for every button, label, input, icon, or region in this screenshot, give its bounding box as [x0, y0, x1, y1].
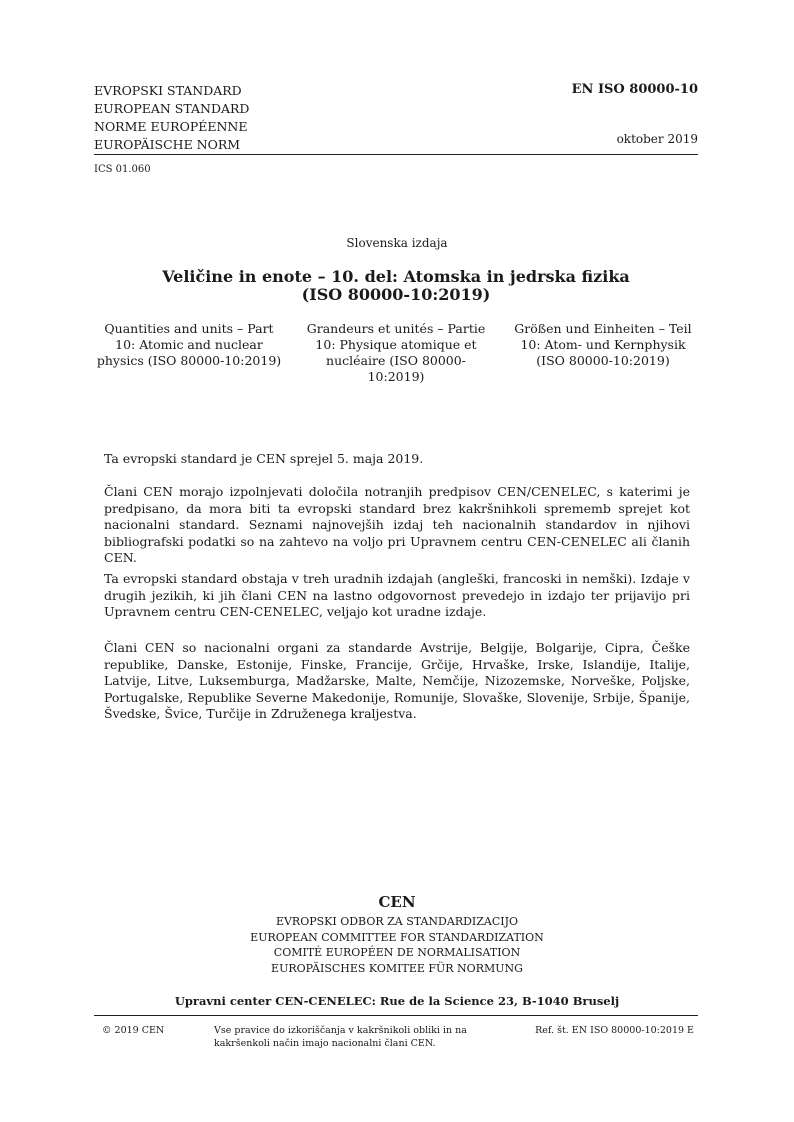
standard-number: EN ISO 80000-10	[571, 82, 698, 97]
cen-address: Upravni center CEN-CENELEC: Rue de la Science 23, B-1040 Bruselj	[174, 994, 620, 1008]
standard-type-names	[94, 82, 249, 154]
title-translation-en: Quantities and units – Part 10: Atomic and nuclear physics (ISO 80000-10:2019)	[96, 321, 282, 368]
document-title	[94, 268, 698, 304]
cen-name-en: EUROPEAN COMMITTEE FOR STANDARDIZATION	[250, 930, 544, 944]
footer-divider	[94, 1015, 698, 1016]
reference-number: Ref. št. EN ISO 80000-10:2019 E	[535, 1025, 694, 1036]
cen-name: CEN	[378, 893, 416, 911]
title-translations	[94, 321, 698, 385]
paragraph-members: Člani CEN so nacionalni organi za standarde Avstrije, Belgije, Bolgarije, Cipra, Češke republike, Danske, Estonije, Finske, Francije, Grčije, Hrvaške, Irske, Islandije, Italije, Latvije, Litve, Luksemburga, Madžarske, Malte, Nemčije, Nizozemske, Norveške, Poljske, Portugalske, Republike Severne Makedonije, Romunije, Slovaške, Slovenije, Srbije, Španije, Švedske, Švice, Turčije in Združenega kraljestva.	[104, 640, 690, 721]
cen-name-de: EUROPÄISCHES KOMITEE FÜR NORMUNG	[271, 961, 523, 975]
paragraph-adoption: Ta evropski standard je CEN sprejel 5. maja 2019.	[104, 451, 424, 466]
paragraph-official-versions: Ta evropski standard obstaja v treh uradnih izdajah (angleški, francoski in nemški). Izdaje v drugih jezikih, ki jih člani CEN na lastno odgovornost prevedejo in izdajo ter prijavijo pri Upravnem centru CEN-CENELEC, veljajo kot uradne izdaje.	[104, 571, 690, 619]
cen-name-fr: COMITÉ EUROPÉEN DE NORMALISATION	[273, 946, 521, 959]
title-translation-de: Größen und Einheiten – Teil 10: Atom- und Kernphysik (ISO 80000-10:2019)	[514, 321, 692, 368]
header-divider	[94, 154, 698, 155]
edition-label: Slovenska izdaja	[346, 236, 448, 250]
cen-block	[0, 893, 794, 976]
ics-code: ICS 01.060	[94, 164, 151, 175]
paragraph-obligations: Člani CEN morajo izpolnjevati določila notranjih predpisov CEN/CENELEC, s katerimi je predpisano, da mora biti ta evropski standard brez kakršnihkoli sprememb sprejet kot nacionalni standard. Seznami najnovejših izdaj teh nacionalnih standardov in njihovi bibliografski podatki so na zahtevo na voljo pri Upravnem centru CEN-CENELEC ali članih CEN.	[104, 484, 690, 565]
copyright: © 2019 CEN	[102, 1025, 165, 1036]
title-line-1: Veličine in enote – 10. del: Atomska in jedrska fizika	[162, 267, 630, 286]
rights-notice: Vse pravice do izkoriščanja v kakršnikoli obliki in na kakršenkoli način imajo nacionalni člani CEN.	[214, 1025, 467, 1049]
standard-name-fr: NORME EUROPÉENNE	[94, 119, 248, 134]
standard-name-sl: EVROPSKI STANDARD	[94, 83, 242, 98]
title-line-2: (ISO 80000-10:2019)	[301, 285, 491, 304]
standard-name-de: EUROPÄISCHE NORM	[94, 137, 241, 152]
title-translation-fr: Grandeurs et unités – Partie 10: Physique atomique et nucléaire (ISO 80000-10:2019)	[306, 321, 486, 384]
publication-date: oktober 2019	[616, 132, 698, 146]
cen-name-sl: EVROPSKI ODBOR ZA STANDARDIZACIJO	[275, 915, 519, 928]
standard-name-en: EUROPEAN STANDARD	[94, 101, 250, 116]
